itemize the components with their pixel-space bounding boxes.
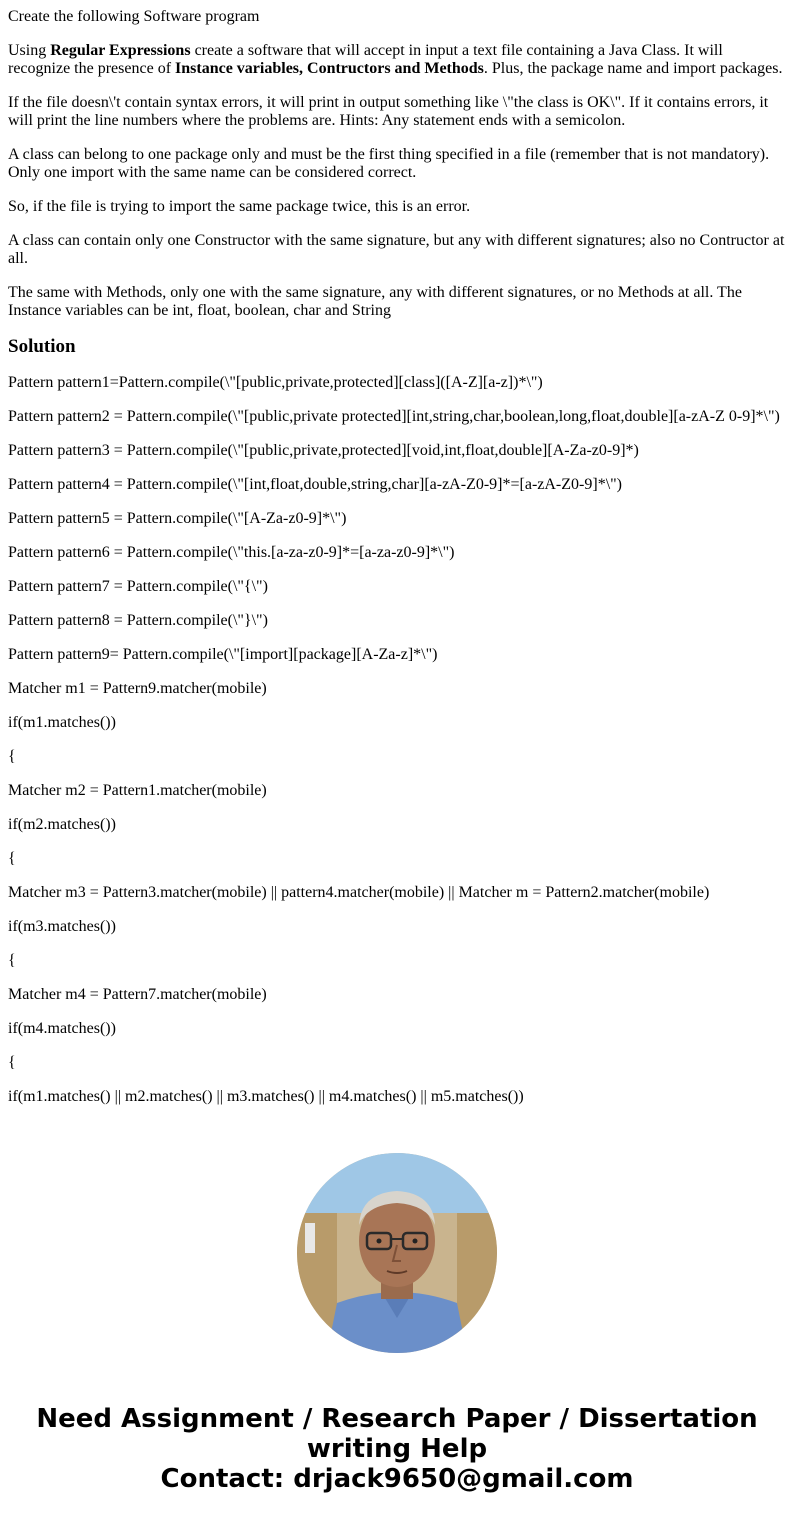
question-title: Create the following Software program — [8, 8, 260, 25]
promo-line-1: Need Assignment / Research Paper / Dissertation — [36, 1404, 758, 1434]
solution-code-line: Pattern pattern3 = Pattern.compile(\"[public,private,protected][void,int,float,double][A-Za-z0-9]*) — [8, 442, 639, 459]
solution-code-line: if(m4.matches()) — [8, 1020, 116, 1037]
solution-code-line: if(m1.matches()) — [8, 714, 116, 731]
question-paragraph-3: A class can belong to one package only and must be the first thing specified in a file (remember that is not mandatory). Only one import with the same name can be considered correct. — [8, 146, 770, 181]
question-paragraph-2: If the file doesn\'t contain syntax errors, it will print in output something like \"the class is OK\". If it contains errors, it will print the line numbers where the problems are. Hints: Any statement ends with a semicolon. — [8, 94, 769, 129]
question-paragraph-6: The same with Methods, only one with the same signature, any with different signatures, or no Methods at all. The Instance variables can be int, float, boolean, char and String — [8, 284, 742, 319]
question-paragraph-4: So, if the file is trying to import the same package twice, this is an error. — [8, 198, 471, 215]
solution-code-line: { — [8, 850, 16, 867]
solution-code-line: { — [8, 952, 16, 969]
promo-footer — [0, 1404, 794, 1494]
solution-code-line: if(m1.matches() || m2.matches() || m3.matches() || m4.matches() || m5.matches()) — [8, 1088, 524, 1105]
question-paragraph-1 — [8, 42, 788, 78]
solution-code-line: Pattern pattern4 = Pattern.compile(\"[int,float,double,string,char][a-zA-Z0-9]*=[a-zA-Z0-9]*\") — [8, 476, 622, 493]
solution-code-line: { — [8, 748, 16, 765]
solution-code-line: Pattern pattern9= Pattern.compile(\"[import][package][A-Za-z]*\") — [8, 646, 438, 663]
solution-code-line: Matcher m3 = Pattern3.matcher(mobile) || pattern4.matcher(mobile) || Matcher m = Pattern2.matcher(mobile) — [8, 884, 710, 901]
solution-heading: Solution — [8, 336, 76, 357]
question-p1-bold-b: Instance variables, Contructors and Methods — [175, 60, 484, 77]
question-p1-text-a: Using — [8, 42, 51, 59]
question-p1-text-b: create a software that will accept in input a text file containing a Java Class. It will recognize the presence of — [8, 42, 723, 77]
question-p1-text-c: . Plus, the package name and import packages. — [483, 60, 783, 77]
solution-code-line: Pattern pattern7 = Pattern.compile(\"{\") — [8, 578, 268, 595]
solution-code-line: Matcher m1 = Pattern9.matcher(mobile) — [8, 680, 267, 697]
solution-code-line: Matcher m4 = Pattern7.matcher(mobile) — [8, 986, 267, 1003]
solution-code-lines — [8, 374, 788, 1106]
solution-code-line: { — [8, 1054, 16, 1071]
solution-code-line: Pattern pattern8 = Pattern.compile(\"}\") — [8, 612, 268, 629]
question-p1-bold-a: Regular Expressions — [50, 42, 191, 59]
author-portrait-image — [297, 1153, 497, 1353]
author-avatar — [297, 1153, 497, 1353]
solution-code-line: Pattern pattern6 = Pattern.compile(\"this.[a-za-z0-9]*=[a-za-z0-9]*\") — [8, 544, 455, 561]
question-paragraph-5: A class can contain only one Constructor with the same signature, but any with different signatures; also no Contructor at all. — [8, 232, 785, 267]
solution-code-line: Pattern pattern2 = Pattern.compile(\"[public,private protected][int,string,char,boolean,long,float,double][a-zA-Z 0-9]*\") — [8, 408, 780, 425]
promo-contact-line: Contact: drjack9650@gmail.com — [160, 1464, 634, 1494]
solution-code-line: if(m2.matches()) — [8, 816, 116, 833]
solution-code-line: Pattern pattern5 = Pattern.compile(\"[A-Za-z0-9]*\") — [8, 510, 347, 527]
article-body — [8, 8, 788, 1122]
promo-line-2: writing Help — [306, 1434, 488, 1464]
solution-code-line: Matcher m2 = Pattern1.matcher(mobile) — [8, 782, 267, 799]
solution-code-line: if(m3.matches()) — [8, 918, 116, 935]
solution-code-line: Pattern pattern1=Pattern.compile(\"[public,private,protected][class]([A-Z][a-z])*\") — [8, 374, 543, 391]
